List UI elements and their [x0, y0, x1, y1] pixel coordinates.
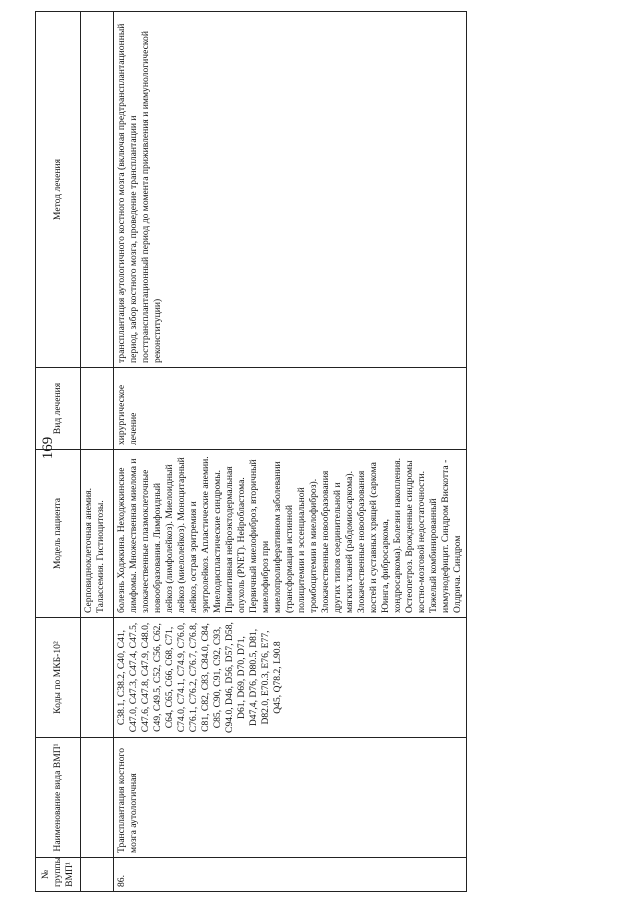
icd-codes-cell: C38.1, C38.2, C40, C41, C47.0, C47.3, C47.4, C47.5, C47.6, C47.8, C47.9, C48.0, C49, C49.5, C52, C56, C62, C64, C65, C66, C68, C71, C74.0, C74.1, C74.9, C76.0, C76.1, C76.2, C76.7, C76.8, C81, C82, C83, C84.0, C84, C85, C90, C91, C92, C93, C94.0, D46, D56, D57, D58, D61, D69, D70, D71, D47,4, D76, D80.5, D81, D82.0, E70.3, E76, E77, Q45, Q78.2, L90.8 — [114, 618, 467, 738]
table-header-row — [36, 12, 81, 892]
header-group-no: № группы ВМП¹ — [36, 858, 81, 892]
cont-icd-codes-cell — [81, 618, 114, 738]
vmp-table — [35, 11, 467, 892]
table-row — [114, 12, 467, 892]
page-number: 169 — [40, 436, 56, 460]
header-treatment-method: Метод лечения — [36, 12, 81, 368]
treatment-method-cell: трансплантация аутологичного костного мозга (включая предтрансплантационный период, забор костного мозга, проведение трансплантации и посттрансплантационный период до момента приживления и иммунологической реконституции) — [114, 12, 467, 368]
header-vmp-name: Наименование вида ВМП¹ — [36, 738, 81, 858]
group-no-cell: 86. — [114, 858, 467, 892]
header-treatment-type: Вид лечения — [36, 368, 81, 450]
cont-group-no-cell — [81, 858, 114, 892]
cont-vmp-name-cell — [81, 738, 114, 858]
patient-model-cell: болезнь Ходжкина. Неходжкинские лимфомы. Множественная миелома и злокачественные плазмоклеточные новообразования. Лимфоидный лейкоз (лимфолейкоз). Миелоидный лейкоз (миелолейкоз). Моноцитарный лейкоз, острая эритремия и эритролейкоз. Апластические анемии. Миелодиспластические синдромы. Примитивная нейроэктодермальная опухоль (PNET). Нейробластома. Первичный миелофиброз, вторичный миелофиброз при миелопролиферативном заболевании (трансформация истинной полицитемии и эссенциальной тромбоцитемии в миелофиброз). Злокачественные новообразования других типов соединительной и мягких тканей (рабдомиосаркома). Злокачественные новообразования костей и суставных хрящей (саркома Юинга, фибросаркома, хондросаркома). Болезни накопления. Остеопетроз. Врожденные синдромы костно-мозговой недостаточности. Тяжелый комбинированный иммунодефицит. Синдром Вискотта - Олдрича. Синдром — [114, 450, 467, 618]
header-icd-codes: Коды по МКБ-10² — [36, 618, 81, 738]
cont-treatment-type-cell — [81, 368, 114, 450]
header-patient-model: Модель пациента — [36, 450, 81, 618]
cont-patient-model-cell: Серповидноклеточная анемия. Талассемия. Гистиоцитозы. — [81, 450, 114, 618]
vmp-name-cell: Трансплантация костного мозга аутологичная — [114, 738, 467, 858]
rotated-table-sheet — [35, 12, 605, 892]
continuation-row — [81, 12, 114, 892]
cont-treatment-method-cell — [81, 12, 114, 368]
treatment-type-cell: хирургическое лечение — [114, 368, 467, 450]
